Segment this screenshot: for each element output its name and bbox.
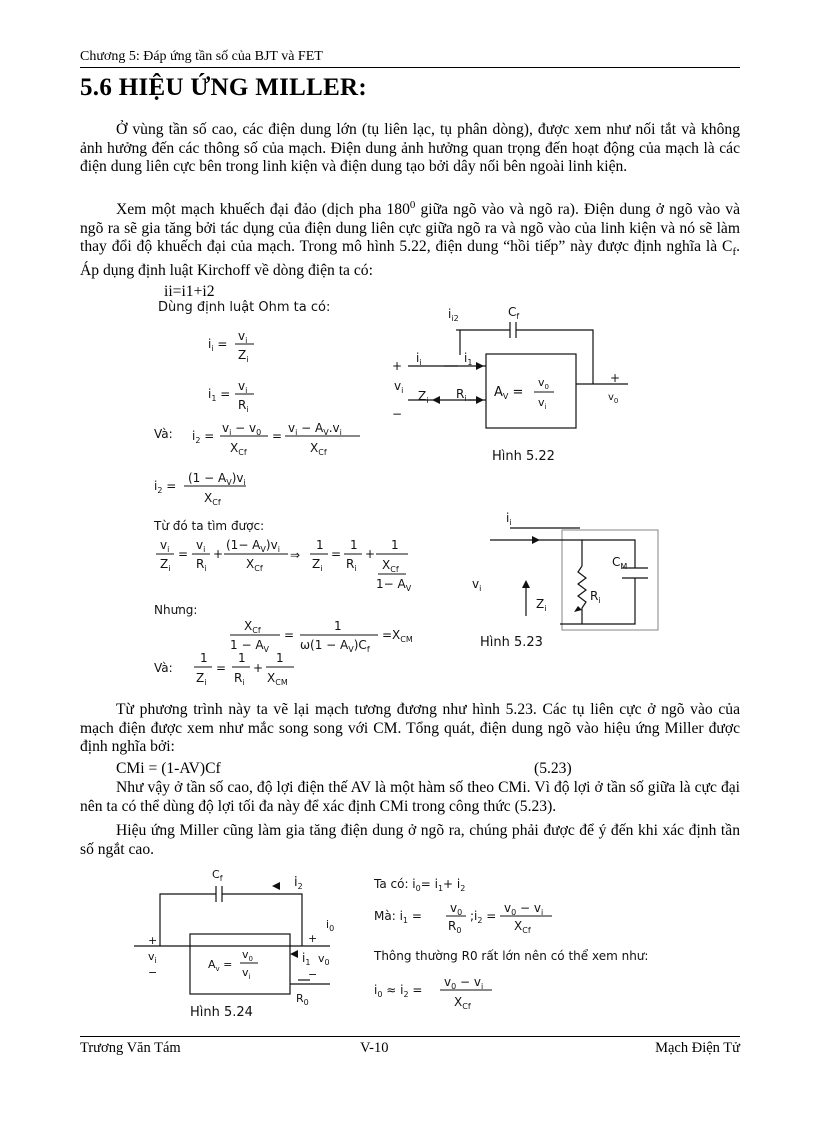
page-header bbox=[80, 49, 740, 68]
header-text: Chương 5: Đáp ứng tần số của BJT và FET bbox=[80, 49, 323, 64]
eq-ii-den: $Z_i$ bbox=[238, 348, 249, 364]
p2-text-b: giữa ngõ vào và ngõ ra). Điện dung ở ngõ vào và ngõ ra sẽ gia tăng bởi tác dụng của điện dung liên cực giữa ngõ ra và ngõ vào của linh kiện và nó sẽ làm thay đổi độ khuếch đại của mạch. Trong mô hình 5.22, điện dung “hồi tiếp” này được định nghĩa là C bbox=[80, 201, 740, 256]
fig524-vi: $v_i$ bbox=[242, 966, 251, 981]
p2-sub: f bbox=[732, 246, 737, 259]
approx-line: $i_0 \approx i_2$ = bbox=[374, 983, 423, 999]
eq-ii-num: $v_i$ bbox=[238, 329, 248, 345]
paragraph-2 bbox=[80, 196, 740, 281]
eq-5-23-number: (5.23) bbox=[534, 760, 572, 777]
eq-xcm-eq: = bbox=[284, 628, 295, 642]
eq-zi-3d: $X_{CM}$ bbox=[267, 671, 288, 687]
eq-sum-1n: $v_i$ bbox=[160, 538, 170, 554]
eq-zi-3n: 1 bbox=[276, 651, 284, 665]
eq-zi-eq: = bbox=[216, 661, 227, 675]
eq-i1-den: $R_i$ bbox=[238, 398, 249, 414]
eq-sum-implies: ⇒ bbox=[290, 548, 301, 562]
fig523-ii-label: $i_i$ bbox=[506, 511, 512, 527]
kcl-equation: ii=i1+i2 bbox=[164, 283, 215, 300]
figure-5-22 bbox=[388, 300, 638, 470]
fig523-zi-label: $Z_i$ bbox=[536, 597, 547, 613]
fig522-i2-label: $i_{i2}$ bbox=[448, 307, 459, 323]
eq-i2-den: $X_{Cf}$ bbox=[230, 441, 247, 457]
eq-xcm-1d: $1 - A_V$ bbox=[230, 638, 270, 654]
eq-sum-eq2: = bbox=[331, 547, 342, 561]
fig522-vi: $v_i$ bbox=[538, 396, 547, 411]
eq-zi-1d: $Z_i$ bbox=[196, 671, 207, 687]
eq-i1-num: $v_i$ bbox=[238, 379, 248, 395]
eq-sum-6d2: $1- A_V$ bbox=[376, 577, 412, 593]
ma-i2: $;i_2$ = bbox=[470, 909, 497, 925]
paragraph-4: Như vậy ở tần số cao, độ lợi điện thế AV là một hàm số theo CMi. Vì độ lợi ở tần số giữa là cực đại nên ta có thể dùng độ lợi tối đa này để xác định CMi trong công thức (5.23). bbox=[80, 779, 740, 815]
fig522-out-v0: $v_0$ bbox=[608, 392, 619, 405]
fig523-ri-label: $R_i$ bbox=[590, 589, 601, 605]
fig522-minus: − bbox=[392, 407, 403, 421]
paragraph-5: Hiệu ứng Miller cũng làm gia tăng điện dung ở ngõ ra, chúng phải được để ý đến khi xác định tần số ngắt cao. bbox=[80, 822, 740, 858]
ohm-line: Dùng định luật Ohm ta có: bbox=[158, 300, 331, 315]
eq-sum-2n: $v_i$ bbox=[196, 538, 206, 554]
fig522-v0: $v_0$ bbox=[538, 376, 549, 391]
eq-sum-6d1: $X_{Cf}$ bbox=[382, 558, 399, 574]
fig524-plus-out: + bbox=[308, 932, 318, 945]
eq-i2-eq: = bbox=[272, 429, 283, 443]
eq-sum-3n: $(1- A_V)v_i$ bbox=[226, 538, 280, 554]
ma-line: Mà: $i_1$ = bbox=[374, 909, 422, 925]
eq-xcm-1n: $X_{Cf}$ bbox=[244, 619, 261, 635]
eq-sum-4d: $Z_i$ bbox=[312, 557, 323, 573]
p2-text-c: . Áp dụng định luật Kirchoff về dòng điện ta có: bbox=[80, 238, 740, 280]
eq-i2-num: $v_i - v_0$ bbox=[222, 421, 262, 437]
fig522-cf-label: $C_f$ bbox=[508, 305, 520, 321]
eq-5-23: CMi = (1-AV)Cf bbox=[116, 760, 221, 777]
paragraph-1: Ở vùng tần số cao, các điện dung lớn (tụ liên lạc, tụ phân dòng), được xem như nối tắt và không ảnh hưởng đến các thông số của mạch. Điện dung ảnh hưởng quan trọng đến hoạt động của mạch là các điện dung liên cực bên trong linh kiện và điện dung tạo bởi dây nối bên ngoài linh kiện. bbox=[80, 121, 740, 176]
fig522-out-plus: + bbox=[610, 371, 621, 385]
fig523-vi-label: $v_i$ bbox=[472, 577, 482, 593]
eq-sum-4n: 1 bbox=[316, 538, 324, 552]
eq-i2b-den: $X_{Cf}$ bbox=[204, 491, 221, 507]
and-label-2: Và: bbox=[154, 661, 173, 675]
eq-i2-num2: $v_i - A_V.v_i$ bbox=[288, 421, 342, 437]
fig524-vi-label: $v_i$ bbox=[148, 950, 157, 965]
fig522-caption: Hình 5.22 bbox=[492, 449, 555, 464]
eq-sum-6n: 1 bbox=[391, 538, 399, 552]
page-footer bbox=[80, 1036, 740, 1056]
footer-book-title: Mạch Điện Tử bbox=[655, 1040, 740, 1056]
fig524-cf-label: $C_f$ bbox=[212, 868, 223, 883]
ma-i1-den: $R_0$ bbox=[448, 919, 462, 935]
eq-sum-2d: $R_i$ bbox=[196, 557, 207, 573]
eq-i2b: $i_2$ = bbox=[154, 479, 177, 495]
and-label: Và: bbox=[154, 427, 173, 441]
figure-5-23 bbox=[470, 508, 670, 658]
figure-5-24 bbox=[130, 864, 350, 1024]
fig522-zi-label: $Z_i$ bbox=[418, 389, 429, 405]
fig522-ri-label: $R_i$ bbox=[456, 387, 467, 403]
footer-author: Trương Văn Tám bbox=[80, 1040, 181, 1056]
section-title: 5.6 HIỆU ỨNG MILLER: bbox=[80, 74, 368, 101]
eq-i2: $i_2$ = bbox=[192, 429, 215, 445]
eq-sum-eq: = bbox=[178, 547, 189, 561]
but-label: Nhưng: bbox=[154, 603, 198, 617]
fig524-caption: Hình 5.24 bbox=[190, 1005, 253, 1020]
eq-zi-1n: 1 bbox=[200, 651, 208, 665]
p2-text-a: Xem một mạch khuếch đại đảo (dịch pha 180 bbox=[116, 201, 410, 219]
eq-sum-3d: $X_{Cf}$ bbox=[246, 557, 263, 573]
derivation-formulas bbox=[150, 318, 413, 703]
eq-xcm-rhs: $=X_{CM}$ bbox=[382, 628, 413, 644]
approx-num: $v_0 - v_i$ bbox=[444, 975, 484, 991]
eq-sum-plus2: + bbox=[365, 547, 376, 561]
fig523-cm-label: $C_M$ bbox=[612, 555, 628, 571]
fig524-v0: $v_0$ bbox=[242, 948, 253, 963]
fig524-plus-in: + bbox=[148, 934, 158, 947]
eq-i1: $i_1$ = bbox=[208, 387, 231, 403]
fig524-v0-label: $v_0$ bbox=[318, 952, 330, 967]
footer-page-number: V-10 bbox=[360, 1040, 389, 1056]
from-line: Từ đó ta tìm được: bbox=[154, 519, 265, 533]
paragraph-3: Từ phương trình này ta vẽ lại mạch tương đương như hình 5.23. Các tụ liên cực ở ngõ vào của mạch điện được xem như mắc song song với CM. Tổng quát, điện dung ngõ vào hiệu ứng Miller được định nghĩa bởi: bbox=[80, 701, 740, 756]
ma-i2-num: $v_0 - v_i$ bbox=[504, 901, 544, 917]
eq-sum-5d: $R_i$ bbox=[346, 557, 357, 573]
p2-sup: 0 bbox=[409, 199, 416, 211]
fig522-plus: + bbox=[392, 359, 403, 373]
eq-zi-2d: $R_i$ bbox=[234, 671, 245, 687]
fig524-r0-label: $R_0$ bbox=[296, 992, 309, 1007]
eq-xcm-2n: 1 bbox=[334, 619, 342, 633]
thong-thuong-line: Thông thường R0 rất lớn nên có thể xem như: bbox=[374, 949, 649, 963]
fig524-minus-out: − bbox=[308, 968, 318, 981]
fig523-caption: Hình 5.23 bbox=[480, 635, 543, 650]
fig524-av: $A_v$ = bbox=[208, 958, 233, 973]
fig522-vi-label: $v_i$ bbox=[394, 379, 404, 395]
fig524-i1-label: $i_1$ bbox=[302, 951, 311, 967]
eq-zi-2n: 1 bbox=[238, 651, 246, 665]
fig524-equations bbox=[370, 872, 710, 1012]
ma-i2-den: $X_{Cf}$ bbox=[514, 919, 531, 935]
fig524-minus-in: − bbox=[148, 966, 158, 979]
fig522-ii-label: $i_i$ bbox=[416, 351, 422, 367]
fig524-i0-label: $i_0$ bbox=[326, 918, 335, 933]
ta-co-line: Ta có: $i_0= i_1+ i_2$ bbox=[374, 877, 466, 893]
fig524-i2-label: $i_2$ bbox=[294, 875, 303, 891]
approx-den: $X_{Cf}$ bbox=[454, 995, 471, 1011]
eq-i2-den2: $X_{Cf}$ bbox=[310, 441, 327, 457]
eq-sum-plus: + bbox=[213, 547, 224, 561]
eq-sum-1d: $Z_i$ bbox=[160, 557, 171, 573]
fig522-i1-label: $i_1$ bbox=[464, 351, 473, 367]
eq-zi-plus: + bbox=[253, 661, 264, 675]
eq-i2b-num: $(1 - A_V)v_i$ bbox=[188, 471, 246, 487]
eq-sum-5n: 1 bbox=[350, 538, 358, 552]
ma-i1-num: $v_0$ bbox=[450, 901, 463, 917]
fig522-av-label: $A_V$ = bbox=[494, 385, 524, 401]
eq-xcm-2d: $\omega(1 - A_V)C_f$ bbox=[300, 638, 370, 654]
eq-ii: $i_i$ = bbox=[208, 337, 228, 353]
